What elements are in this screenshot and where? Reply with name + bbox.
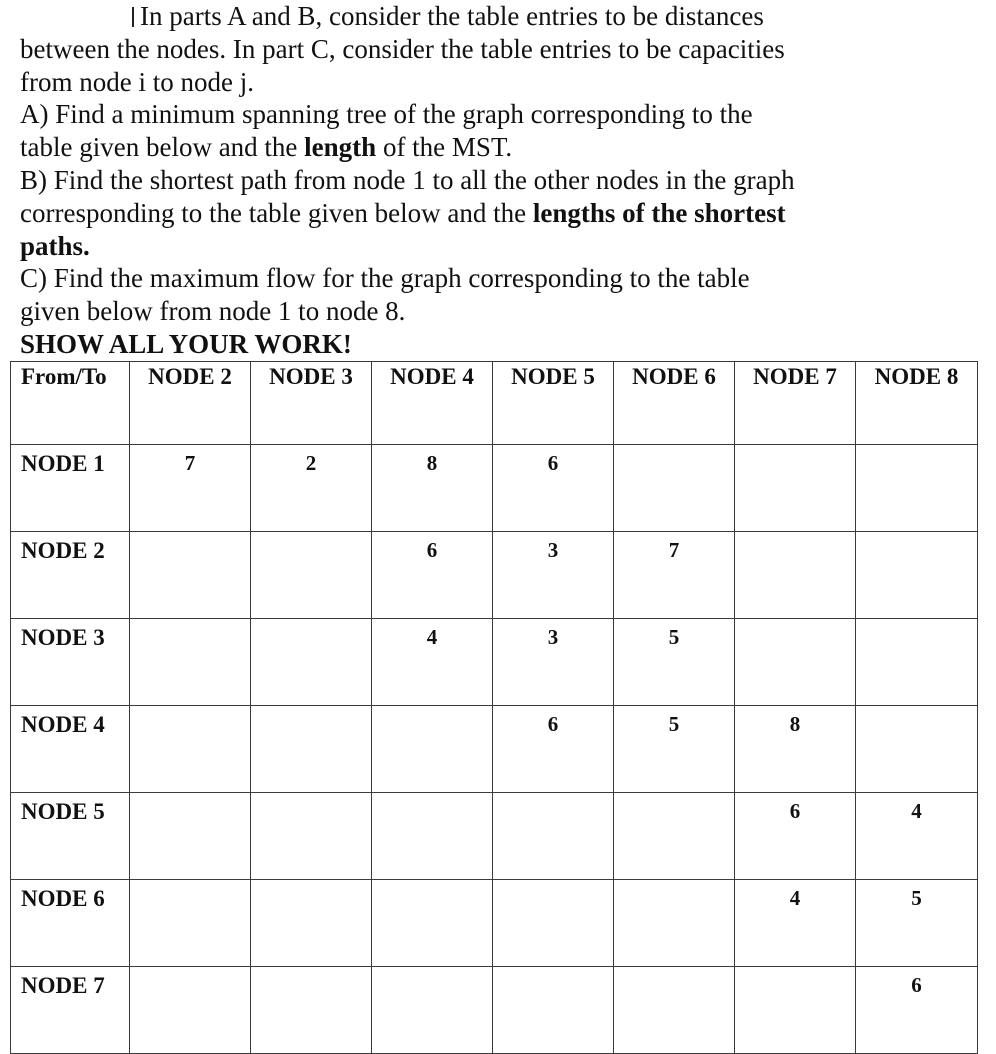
table-cell [493, 880, 614, 967]
text-segment: given below from node 1 to node 8. [20, 296, 406, 327]
problem-line [20, 197, 980, 230]
table-cell [251, 880, 372, 967]
text-segment: C) Find the maximum flow for the graph corresponding to the table [20, 263, 750, 294]
table-cell [735, 445, 856, 532]
table-cell [372, 793, 493, 880]
table-cell [614, 880, 735, 967]
table-row [11, 793, 978, 880]
table-cell [614, 445, 735, 532]
table-cell: 8 [372, 445, 493, 532]
problem-line [20, 295, 980, 328]
bold-text: lengths of the shortest [532, 197, 786, 228]
table-cell [130, 967, 251, 1054]
distance-capacity-table [10, 361, 978, 1054]
problem-line [20, 164, 980, 197]
text-segment: In parts A and B, consider the table entries to be distances [140, 1, 764, 31]
table-cell: 7 [130, 445, 251, 532]
table-cell: 6 [493, 706, 614, 793]
table-row [11, 532, 978, 619]
table-row [11, 619, 978, 706]
column-header: NODE 6 [614, 362, 735, 445]
table-cell: 6 [856, 967, 978, 1054]
table-cell [856, 706, 978, 793]
row-header: NODE 7 [11, 967, 130, 1054]
table-cell [493, 967, 614, 1054]
table-cell: 2 [251, 445, 372, 532]
table-cell [856, 445, 978, 532]
table-header-row [11, 362, 978, 445]
table-cell [251, 793, 372, 880]
row-header: NODE 3 [11, 619, 130, 706]
table-cell: 5 [614, 619, 735, 706]
row-header: NODE 2 [11, 532, 130, 619]
table-row [11, 880, 978, 967]
table-cell [130, 793, 251, 880]
table-cell [372, 880, 493, 967]
table-cell [856, 619, 978, 706]
table-cell: 7 [614, 532, 735, 619]
table-cell: 5 [856, 880, 978, 967]
table-cell [130, 880, 251, 967]
corner-header: From/To [11, 362, 130, 445]
table-cell: 3 [493, 619, 614, 706]
text-segment: B) Find the shortest path from node 1 to all the other nodes in the graph [20, 164, 795, 195]
table-cell [130, 706, 251, 793]
table-row [11, 967, 978, 1054]
table-cell [372, 967, 493, 1054]
table-cell [614, 793, 735, 880]
problem-line [20, 98, 980, 131]
table-cell [251, 967, 372, 1054]
problem-statement [20, 0, 980, 361]
table-cell [735, 619, 856, 706]
column-header: NODE 8 [856, 362, 978, 445]
table-cell: 3 [493, 532, 614, 619]
text-segment: A) Find a minimum spanning tree of the graph corresponding to the [20, 99, 753, 130]
table-cell [130, 532, 251, 619]
bold-text: length [304, 132, 377, 163]
row-header: NODE 1 [11, 445, 130, 532]
problem-line [20, 131, 980, 164]
cut-off-marker [132, 7, 134, 27]
row-header: NODE 4 [11, 706, 130, 793]
table-row [11, 445, 978, 532]
table-cell [493, 793, 614, 880]
table-cell [251, 619, 372, 706]
table-cell: 6 [735, 793, 856, 880]
problem-line [20, 262, 980, 295]
table-cell: 8 [735, 706, 856, 793]
bold-text: paths. [20, 230, 90, 261]
table-cell [251, 706, 372, 793]
table-cell: 4 [856, 793, 978, 880]
text-segment: of the MST. [376, 132, 513, 163]
table-cell [735, 967, 856, 1054]
table-cell [251, 532, 372, 619]
table-cell [614, 967, 735, 1054]
table-cell: 4 [735, 880, 856, 967]
table-cell: 4 [372, 619, 493, 706]
text-segment: corresponding to the table given below and the [20, 197, 533, 228]
column-header: NODE 3 [251, 362, 372, 445]
table-cell [130, 619, 251, 706]
text-segment: table given below and the [20, 132, 305, 163]
table-cell [372, 706, 493, 793]
column-header: NODE 2 [130, 362, 251, 445]
problem-line [20, 230, 980, 263]
row-header: NODE 6 [11, 880, 130, 967]
column-header: NODE 5 [493, 362, 614, 445]
text-segment: from node i to node j. [20, 66, 254, 97]
table-cell [856, 532, 978, 619]
table-cell: 6 [493, 445, 614, 532]
table-cell: 5 [614, 706, 735, 793]
table-cell [735, 532, 856, 619]
row-header: NODE 5 [11, 793, 130, 880]
problem-line [20, 328, 980, 361]
bold-text: SHOW ALL YOUR WORK! [20, 328, 352, 359]
table-cell: 6 [372, 532, 493, 619]
column-header: NODE 4 [372, 362, 493, 445]
table-row [11, 706, 978, 793]
table-body [11, 445, 978, 1054]
text-segment: between the nodes. In part C, consider the table entries to be capacities [20, 33, 785, 64]
problem-line [20, 66, 980, 99]
column-header: NODE 7 [735, 362, 856, 445]
problem-line [20, 33, 980, 66]
problem-line [20, 0, 980, 33]
